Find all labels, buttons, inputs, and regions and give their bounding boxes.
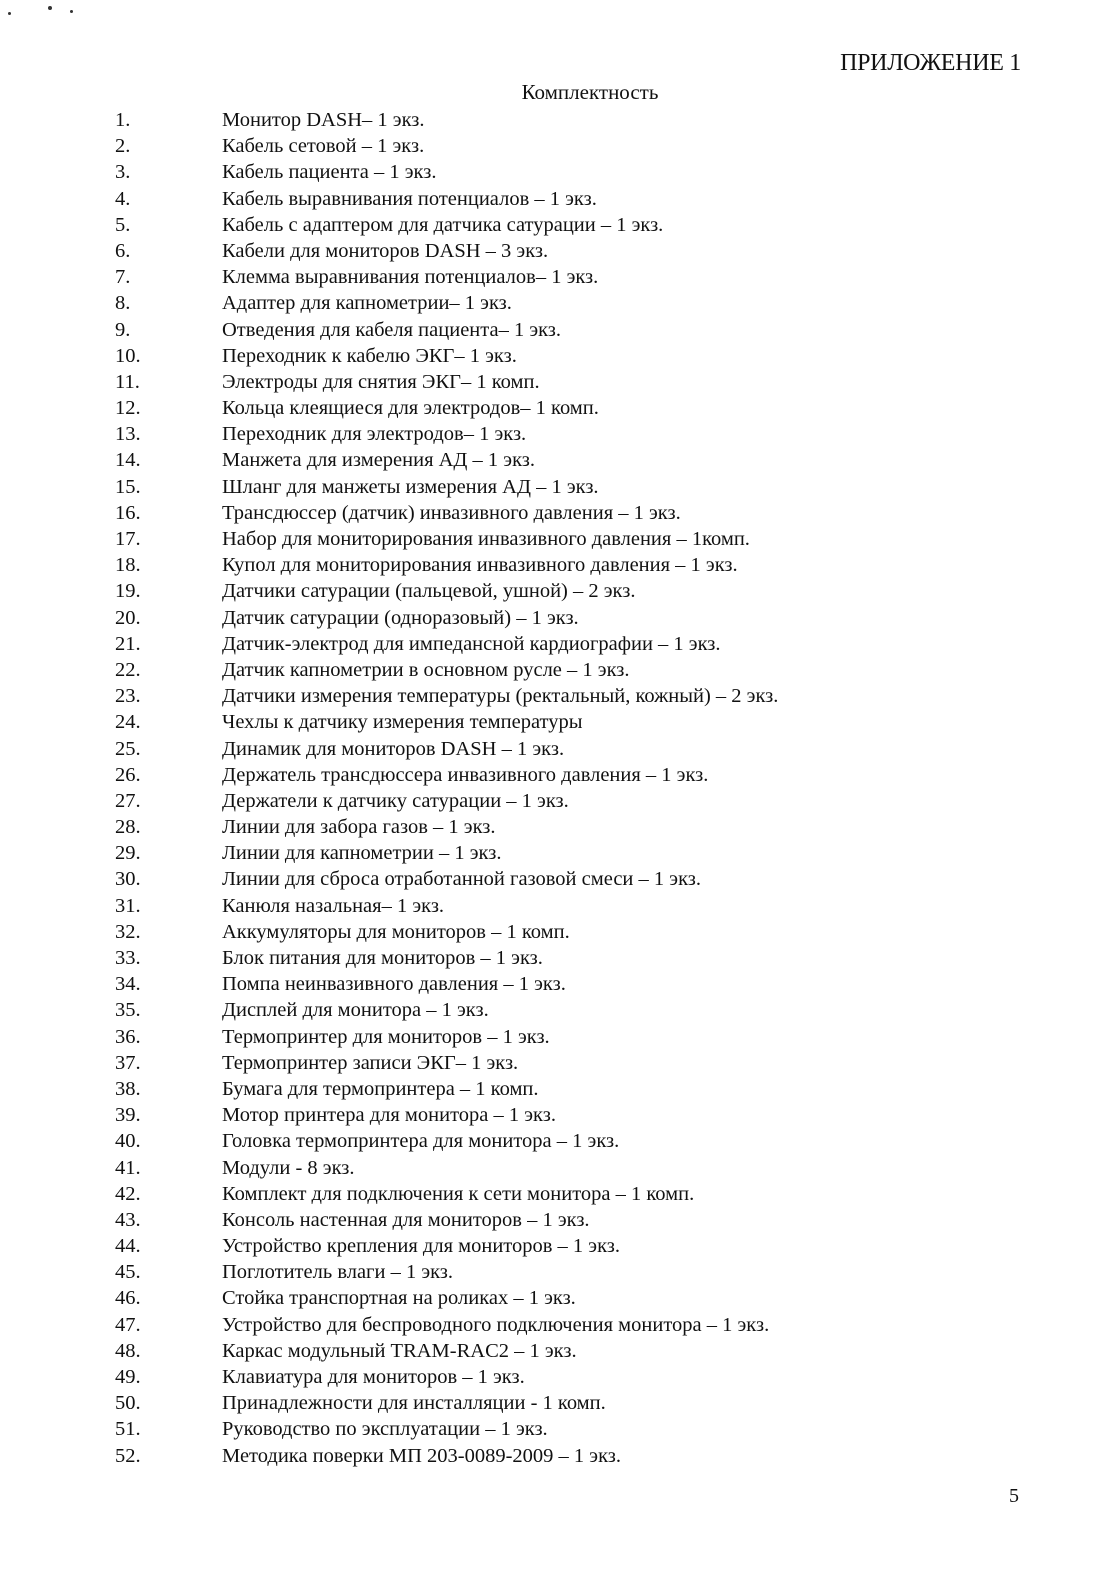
page-title: Комплектность: [521, 80, 659, 104]
list-item: [115, 1285, 778, 1311]
item-text: Консоль настенная для мониторов – 1 экз.: [222, 1208, 590, 1231]
item-number: 24.: [115, 711, 141, 734]
item-number: 5.: [115, 213, 131, 236]
item-text: Электроды для снятия ЭКГ– 1 комп.: [222, 370, 540, 393]
item-number: 14.: [115, 449, 141, 472]
item-number: 7.: [115, 266, 131, 289]
list-item: [115, 421, 778, 447]
item-text: Отведения для кабеля пациента– 1 экз.: [222, 318, 562, 341]
scan-speck: [48, 6, 52, 10]
item-text: Клавиатура для мониторов – 1 экз.: [222, 1366, 525, 1388]
list-item: [115, 369, 778, 395]
list-item: [115, 159, 778, 185]
item-text: Стойка транспортная на роликах – 1 экз.: [222, 1287, 576, 1310]
item-text: Канюля назальная– 1 экз.: [222, 894, 445, 917]
item-text: Руководство по эксплуатации – 1 экз.: [222, 1418, 548, 1441]
list-item: [115, 1416, 778, 1442]
item-text: Держатель трансдюссера инвазивного давления – 1 экз.: [222, 763, 709, 786]
item-text: Кабель с адаптером для датчика сатурации – 1 экз.: [222, 213, 664, 236]
page-number: 5: [1009, 1485, 1019, 1507]
completeness-list: [115, 107, 778, 1469]
item-text: Устройство крепления для мониторов – 1 экз.: [222, 1235, 620, 1258]
list-item: [115, 1259, 778, 1285]
list-item: [115, 683, 778, 709]
list-item: [115, 578, 778, 604]
item-text: Устройство для беспроводного подключения монитора – 1 экз.: [222, 1313, 770, 1336]
item-text: Кабели для мониторов DASH – 3 экз.: [222, 239, 549, 262]
list-item: [115, 709, 778, 735]
item-text: Принадлежности для инсталляции - 1 комп.: [222, 1392, 606, 1415]
item-number: 40.: [115, 1130, 141, 1153]
list-item: [115, 552, 778, 578]
item-text: Кольца клеящиеся для электродов– 1 комп.: [222, 397, 599, 420]
item-text: Клемма выравнивания потенциалов– 1 экз.: [222, 266, 599, 289]
item-text: Линии для сброса отработанной газовой смеси – 1 экз.: [222, 868, 701, 891]
item-text: Помпа неинвазивного давления – 1 экз.: [222, 973, 566, 996]
item-number: 34.: [115, 973, 141, 996]
item-text: Бумага для термопринтера – 1 комп.: [222, 1077, 539, 1100]
list-item: [115, 1181, 778, 1207]
list-item: [115, 919, 778, 945]
item-text: Блок питания для мониторов – 1 экз.: [222, 947, 543, 969]
appendix-label: ПРИЛОЖЕНИЕ 1: [840, 50, 1021, 76]
item-number: 49.: [115, 1366, 141, 1388]
list-item: [115, 1024, 778, 1050]
item-number: 45.: [115, 1261, 141, 1284]
item-number: 51.: [115, 1418, 141, 1441]
item-text: Кабель пациента – 1 экз.: [222, 161, 437, 184]
item-text: Динамик для мониторов DASH – 1 экз.: [222, 737, 565, 760]
list-item: [115, 186, 778, 212]
list-item: [115, 264, 778, 290]
item-number: 16.: [115, 501, 141, 524]
list-item: [115, 133, 778, 159]
item-number: 33.: [115, 947, 141, 969]
item-text: Шланг для манжеты измерения АД – 1 экз.: [222, 475, 599, 498]
item-number: 43.: [115, 1208, 141, 1231]
list-item: [115, 447, 778, 473]
item-number: 1.: [115, 109, 131, 131]
item-text: Переходник к кабелю ЭКГ– 1 экз.: [222, 344, 517, 367]
item-number: 12.: [115, 397, 141, 420]
item-number: 41.: [115, 1156, 141, 1179]
item-number: 48.: [115, 1339, 141, 1362]
item-text: Поглотитель влаги – 1 экз.: [222, 1261, 454, 1284]
item-number: 4.: [115, 187, 131, 210]
item-text: Термопринтер записи ЭКГ– 1 экз.: [222, 1051, 519, 1074]
item-text: Каркас модульный TRAM-RAC2 – 1 экз.: [222, 1339, 577, 1362]
item-number: 23.: [115, 685, 141, 708]
list-item: [115, 631, 778, 657]
item-number: 31.: [115, 894, 141, 917]
item-number: 20.: [115, 606, 141, 629]
list-item: [115, 474, 778, 500]
list-item: [115, 657, 778, 683]
list-item: [115, 343, 778, 369]
item-text: Датчик-электрод для импедансной кардиографии – 1 экз.: [222, 632, 721, 655]
list-item: [115, 1207, 778, 1233]
item-text: Купол для мониторирования инвазивного давления – 1 экз.: [222, 554, 738, 577]
item-text: Мотор принтера для монитора – 1 экз.: [222, 1104, 556, 1127]
item-number: 25.: [115, 737, 141, 760]
list-item: [115, 840, 778, 866]
list-item: [115, 1102, 778, 1128]
list-item: [115, 1050, 778, 1076]
item-text: Линии для забора газов – 1 экз.: [222, 816, 496, 839]
item-text: Трансдюссер (датчик) инвазивного давления – 1 экз.: [222, 501, 681, 524]
item-number: 21.: [115, 632, 141, 655]
list-item: [115, 317, 778, 343]
item-text: Кабель выравнивания потенциалов – 1 экз.: [222, 187, 597, 210]
item-text: Кабель сетовой – 1 экз.: [222, 135, 425, 158]
item-number: 19.: [115, 580, 141, 603]
list-item: [115, 238, 778, 264]
item-text: Дисплей для монитора – 1 экз.: [222, 999, 489, 1022]
list-item: [115, 1364, 778, 1390]
scan-speck: [70, 10, 73, 13]
item-text: Держатели к датчику сатурации – 1 экз.: [222, 789, 569, 812]
item-number: 52.: [115, 1444, 141, 1467]
item-number: 44.: [115, 1235, 141, 1258]
list-item: [115, 893, 778, 919]
item-number: 6.: [115, 239, 131, 262]
item-text: Адаптер для капнометрии– 1 экз.: [222, 292, 512, 315]
item-number: 37.: [115, 1051, 141, 1074]
item-text: Монитор DASH– 1 экз.: [222, 109, 425, 131]
list-item: [115, 945, 778, 971]
item-text: Набор для мониторирования инвазивного давления – 1комп.: [222, 528, 750, 550]
item-number: 15.: [115, 475, 141, 498]
list-item: [115, 736, 778, 762]
item-number: 22.: [115, 658, 141, 681]
item-text: Аккумуляторы для мониторов – 1 комп.: [222, 920, 570, 943]
list-item: [115, 1338, 778, 1364]
item-number: 32.: [115, 920, 141, 943]
list-item: [115, 107, 778, 133]
item-number: 28.: [115, 816, 141, 839]
list-item: [115, 1233, 778, 1259]
list-item: [115, 1390, 778, 1416]
item-number: 35.: [115, 999, 141, 1022]
list-item: [115, 1312, 778, 1338]
list-item: [115, 866, 778, 892]
list-item: [115, 762, 778, 788]
item-number: 47.: [115, 1313, 141, 1336]
item-text: Датчик капнометрии в основном русле – 1 экз.: [222, 658, 630, 681]
item-number: 29.: [115, 842, 141, 865]
item-number: 13.: [115, 423, 141, 446]
item-number: 17.: [115, 528, 141, 550]
item-number: 46.: [115, 1287, 141, 1310]
list-item: [115, 212, 778, 238]
item-number: 39.: [115, 1104, 141, 1127]
item-text: Модули - 8 экз.: [222, 1156, 355, 1179]
item-text: Головка термопринтера для монитора – 1 экз.: [222, 1130, 620, 1153]
list-item: [115, 1128, 778, 1154]
item-number: 30.: [115, 868, 141, 891]
item-number: 26.: [115, 763, 141, 786]
item-number: 11.: [115, 370, 140, 393]
list-item: [115, 1155, 778, 1181]
item-text: Манжета для измерения АД – 1 экз.: [222, 449, 536, 472]
item-number: 50.: [115, 1392, 141, 1415]
item-text: Методика поверки МП 203-0089-2009 – 1 экз.: [222, 1444, 622, 1467]
scan-speck: [8, 12, 11, 15]
item-number: 18.: [115, 554, 141, 577]
list-item: [115, 814, 778, 840]
list-item: [115, 395, 778, 421]
list-item: [115, 971, 778, 997]
list-item: [115, 526, 778, 552]
item-number: 42.: [115, 1182, 141, 1205]
list-item: [115, 1076, 778, 1102]
item-number: 38.: [115, 1077, 141, 1100]
item-text: Линии для капнометрии – 1 экз.: [222, 842, 502, 865]
item-text: Комплект для подключения к сети монитора – 1 комп.: [222, 1182, 695, 1205]
item-number: 27.: [115, 789, 141, 812]
list-item: [115, 605, 778, 631]
item-text: Датчик сатурации (одноразовый) – 1 экз.: [222, 606, 579, 629]
item-text: Переходник для электродов– 1 экз.: [222, 423, 527, 446]
item-text: Датчики измерения температуры (ректальный, кожный) – 2 экз.: [222, 685, 779, 708]
item-number: 9.: [115, 318, 131, 341]
item-number: 36.: [115, 1025, 141, 1048]
list-item: [115, 788, 778, 814]
list-item: [115, 290, 778, 316]
item-number: 10.: [115, 344, 141, 367]
list-item: [115, 997, 778, 1023]
item-text: Чехлы к датчику измерения температуры: [222, 711, 583, 734]
item-number: 3.: [115, 161, 131, 184]
list-item: [115, 500, 778, 526]
item-number: 2.: [115, 135, 131, 158]
item-text: Датчики сатурации (пальцевой, ушной) – 2 экз.: [222, 580, 636, 603]
list-item: [115, 1443, 778, 1469]
item-number: 8.: [115, 292, 131, 315]
item-text: Термопринтер для мониторов – 1 экз.: [222, 1025, 550, 1048]
